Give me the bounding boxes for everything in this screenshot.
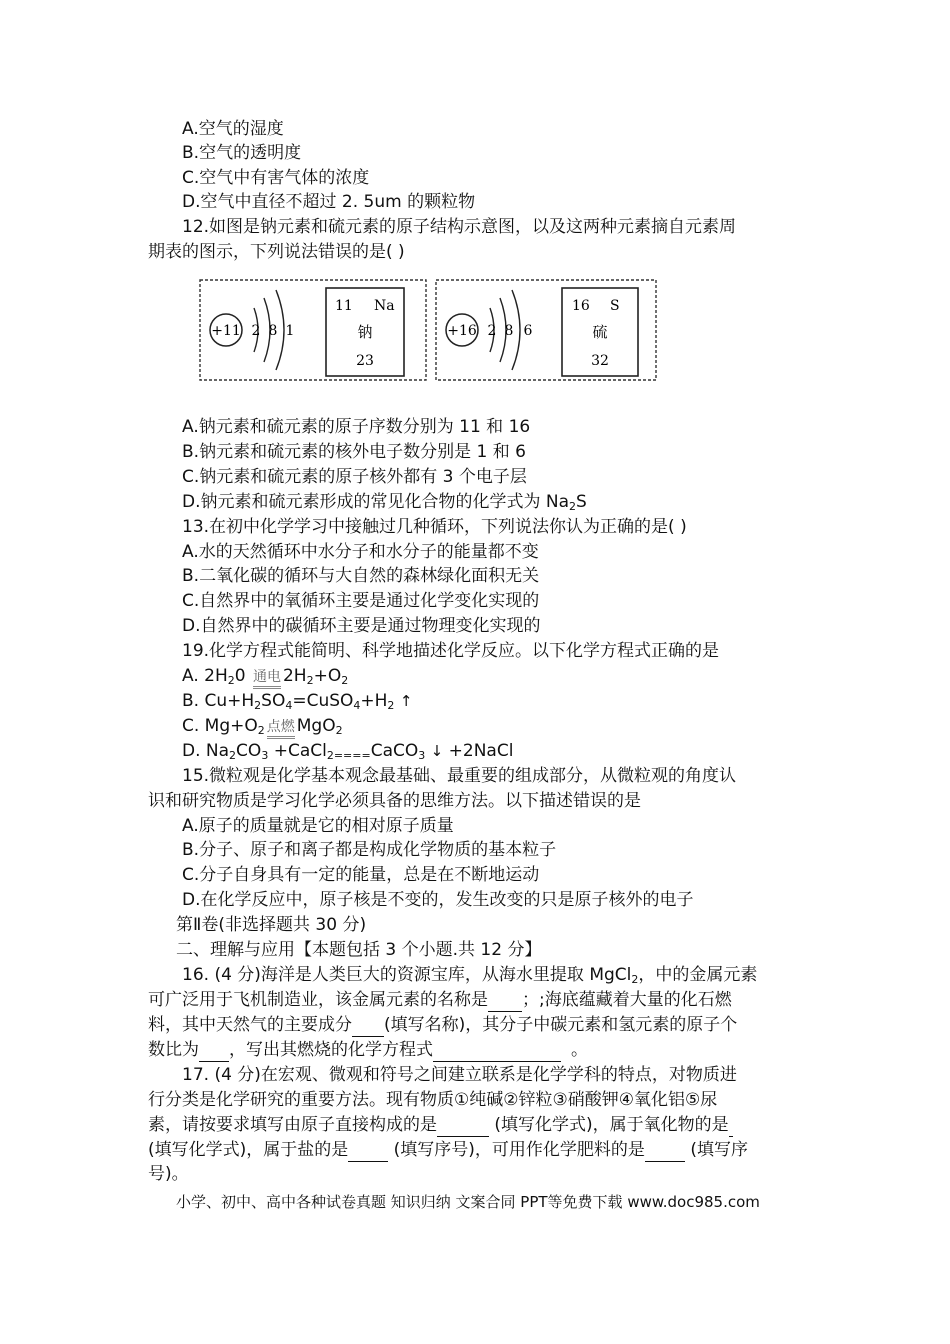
part-two-title: 第Ⅱ卷(非选择题共 30 分) [176,915,367,935]
sodium-symbol: Na [374,298,395,314]
q17-line1: 17. (4 分)在宏观、微观和符号之间建立联系是化学学科的特点，对物质进 [182,1065,737,1085]
q19-option-c: C. $Mg+O_2$ 点燃 MgO$_2$ [182,716,343,737]
q16-line1: 16. (4 分)海洋是人类巨大的资源宝库，从海水里提取 MgCl$_2$，中的金属元素 [182,965,758,986]
q16-blank-metal[interactable] [488,993,522,1012]
sodium-panel [200,280,426,380]
q11-option-c: C.空气中有害气体的浓度 [182,168,370,188]
sulfur-number: 16 [572,298,590,314]
footer-text: 小学、初中、高中各种试卷真题 知识归纳 文案合同 PPT等免费下载 www.doc985.com [176,1193,760,1211]
q17-blank-fertilizer[interactable] [645,1143,685,1162]
q13-option-c: C.自然界中的氧循环主要是通过化学变化实现的 [182,591,540,611]
ignition-condition: 点燃 [266,719,295,735]
q12-stem-line1: 12.如图是钠元素和硫元素的原子结构示意图，以及这两种元素摘自元素周 [182,217,737,237]
q16-blank-equation[interactable] [433,1043,561,1062]
q11-option-d: D.空气中直径不超过 2. 5um 的颗粒物 [182,192,476,212]
q19-option-d: D. $Na_2CO_3$ +CaCl$_{2====}$CaCO$_3$ ↓ +2NaCl [182,741,514,762]
q16-line4: 数比为 ，写出其燃烧的化学方程式 。 [148,1040,588,1060]
atomic-structure-diagram [198,278,670,390]
q13-option-a: A.水的天然循环中水分子和水分子的能量都不变 [182,542,539,562]
sodium-number: 11 [335,298,353,314]
q16-blank-gas[interactable] [352,1018,384,1037]
precipitate-arrow-icon: ↓ [430,742,444,760]
q13-option-d: D.自然界中的碳循环主要是通过物理变化实现的 [182,616,541,636]
q15-stem-line1: 15.微粒观是化学基本观念最基础、最重要的组成部分，从微粒观的角度认 [182,766,737,786]
q15-stem-line2: 识和研究物质是学习化学必须具备的思维方法。以下描述错误的是 [148,791,641,811]
q19-option-b: B. $Cu+H_2SO_4=CuSO_4+H_2$ ↑ [182,691,413,712]
sulfur-shell-3: 6 [523,323,533,339]
q17-line2: 行分类是化学研究的重要方法。现有物质①纯碱②锌粒③硝酸钾④氧化铝⑤尿 [148,1090,718,1110]
sulfur-panel [436,280,656,380]
q13-stem: 13.在初中化学学习中接触过几种循环，下列说法你认为正确的是( ) [182,517,687,537]
q15-option-d: D.在化学反应中，原子核是不变的，发生改变的只是原子核外的电子 [182,890,694,910]
sulfur-shell-1: 2 [487,323,497,339]
q15-option-c: C.分子自身具有一定的能量，总是在不断地运动 [182,865,540,885]
sulfur-nucleus: +16 [447,323,477,339]
q17-blank-oxide[interactable] [729,1118,733,1137]
gas-arrow-icon: ↑ [399,692,413,710]
q17-blank-atomic[interactable] [437,1118,489,1137]
q11-option-a: A.空气的湿度 [182,119,284,139]
sodium-shell-3: 1 [285,323,295,339]
q12-stem-line2: 期表的图示，下列说法错误的是( ) [148,242,405,262]
sulfur-name: 硫 [592,323,608,341]
q12-option-d: D.钠元素和硫元素形成的常见化合物的化学式为 $Na_2S$ [182,492,587,513]
q17-blank-salt[interactable] [348,1143,388,1162]
sodium-shell-1: 2 [251,323,261,339]
sodium-name: 钠 [357,323,373,341]
q19-stem: 19.化学方程式能简明、科学地描述化学反应。以下化学方程式正确的是 [182,641,720,661]
q16-blank-ratio[interactable] [199,1043,229,1062]
sodium-nucleus: +11 [211,323,241,339]
q11-option-b: B.空气的透明度 [182,143,302,163]
q12-option-b: B.钠元素和硫元素的核外电子数分别是 1 和 6 [182,442,526,462]
q13-option-b: B.二氧化碳的循环与大自然的森林绿化面积无关 [182,566,540,586]
q12-option-c: C.钠元素和硫元素的原子核外都有 3 个电子层 [182,467,527,487]
sodium-mass: 23 [356,353,374,369]
sulfur-mass: 32 [591,353,609,369]
q16-line3: 料，其中天然气的主要成分 (填写名称)，其分子中碳元素和氢元素的原子个 [148,1015,738,1035]
electrolysis-condition: 通电 [252,669,281,685]
sodium-shell-2: 8 [268,323,278,339]
q16-line2: 可广泛用于飞机制造业，该金属元素的名称是 ；;海底蕴藏着大量的化石燃 [148,990,732,1010]
q17-line4: (填写化学式)，属于盐的是 (填写序号)，可用作化学肥料的是 (填写序 [148,1140,748,1160]
q15-option-a: A.原子的质量就是它的相对原子质量 [182,816,454,836]
q17-line3: 素，请按要求填写由原子直接构成的是 (填写化学式)，属于氧化物的是 [148,1113,733,1137]
section-heading: 二、理解与应用【本题包括 3 个小题.共 12 分】 [176,940,542,960]
q15-option-b: B.分子、原子和离子都是构成化学物质的基本粒子 [182,840,557,860]
q12-option-a: A.钠元素和硫元素的原子序数分别为 11 和 16 [182,417,531,437]
sulfur-symbol: S [610,298,620,314]
q19-option-a: A. $2H_20$ 通电 $2H_2+O_2$ [182,666,349,687]
q17-line5: 号)。 [148,1164,189,1184]
sulfur-shell-2: 8 [504,323,514,339]
